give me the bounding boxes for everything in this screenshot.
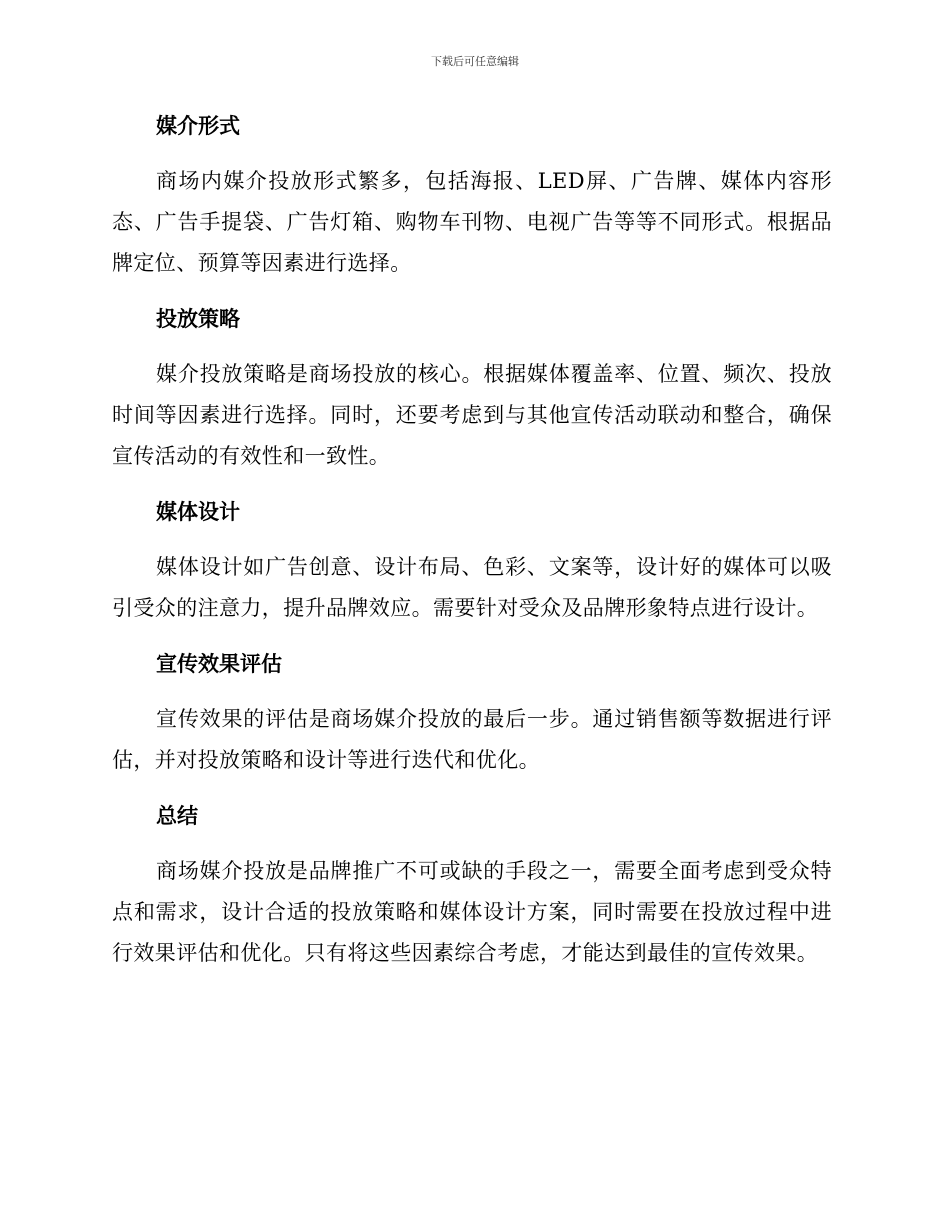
section-paragraph-placement-strategy: 媒介投放策略是商场投放的核心。根据媒体覆盖率、位置、频次、投放时间等因素进行选择。同时，还要考虑到与其他宣传活动联动和整合，确保宣传活动的有效性和一致性。	[112, 362, 832, 468]
section-heading-media-design: 媒体设计	[156, 500, 240, 524]
document-body	[112, 106, 832, 989]
header-note: 下载后可任意编辑	[431, 55, 519, 68]
section-heading-media-forms: 媒介形式	[156, 114, 240, 138]
section-paragraph-media-design: 媒体设计如广告创意、设计布局、色彩、文案等，设计好的媒体可以吸引受众的注意力，提升品牌效应。需要针对受众及品牌形象特点进行设计。	[112, 555, 832, 620]
section-paragraph-effect-evaluation: 宣传效果的评估是商场媒介投放的最后一步。通过销售额等数据进行评估，并对投放策略和设计等进行迭代和优化。	[112, 707, 832, 772]
section-paragraph-summary: 商场媒介投放是品牌推广不可或缺的手段之一，需要全面考虑到受众特点和需求，设计合适的投放策略和媒体设计方案，同时需要在投放过程中进行效果评估和优化。只有将这些因素综合考虑，才能达到最佳的宣传效果。	[112, 859, 832, 965]
section-heading-summary: 总结	[156, 804, 198, 828]
section-heading-placement-strategy: 投放策略	[156, 307, 240, 331]
section-paragraph-media-forms: 商场内媒介投放形式繁多，包括海报、LED屏、广告牌、媒体内容形态、广告手提袋、广告灯箱、购物车刊物、电视广告等等不同形式。根据品牌定位、预算等因素进行选择。	[112, 169, 832, 275]
section-heading-effect-evaluation: 宣传效果评估	[156, 652, 282, 676]
